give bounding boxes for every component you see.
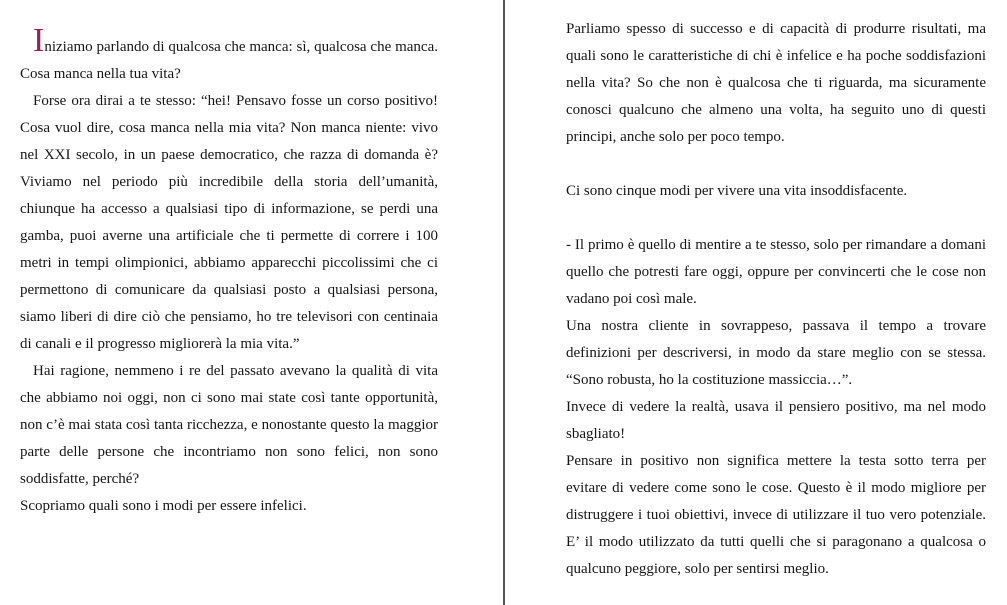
paragraph: Invece di vedere la realtà, usava il pensiero positivo, ma nel modo sbagliato! bbox=[566, 399, 986, 442]
paragraph: Pensare in positivo non significa mettere la testa sotto terra per evitare di vedere come sono le cose. Questo è il modo migliore per distruggere i tuoi obiettivi, invece di utilizzare il tuo vero potenziale. E’ il modo utilizzato da tutti quelli che si paragonano a qualcosa o qualcuno peggiore, solo per sentirsi meglio. bbox=[566, 453, 986, 577]
paragraph: Una nostra cliente in sovrappeso, passava il tempo a trovare definizioni per descriversi, in modo da stare meglio con se stessa. “Sono robusta, ho la costituzione massiccia…”. bbox=[566, 318, 986, 388]
page-left bbox=[0, 0, 503, 605]
paragraph: Scopriamo quali sono i modi per essere infelici. bbox=[20, 498, 307, 514]
page-right bbox=[505, 0, 1007, 605]
paragraph-opening-text: niziamo parlando di qualcosa che manca: sì, qualcosa che manca. Cosa manca nella tua vita? bbox=[20, 39, 438, 82]
paragraph: - Il primo è quello di mentire a te stesso, solo per rimandare a domani quello che potresti fare oggi, oppure per convincerti che le cose non vadano poi così male. bbox=[566, 237, 986, 307]
paragraph: Ci sono cinque modi per vivere una vita insoddisfacente. bbox=[566, 183, 908, 199]
drop-cap-letter: I bbox=[33, 22, 45, 59]
paragraph: Hai ragione, nemmeno i re del passato avevano la qualità di vita che abbiamo noi oggi, non ci sono mai state così tante opportunità, non c’è mai stata così tanta ricchezza, e nonostante questo la maggior parte delle persone che incontriamo non sono felici, non sono soddisfatte, perché? bbox=[20, 363, 438, 487]
paragraph-opening bbox=[20, 24, 438, 88]
paragraph: Parliamo spesso di successo e di capacità di produrre risultati, ma quali sono le caratteristiche di chi è infelice e ha poche soddisfazioni nella vita? So che non è qualcosa che ti riguarda, ma sicuramente conosci qualcuno che almeno una volta, ha seguito uno di questi principi, anche solo per poco tempo. bbox=[566, 21, 986, 145]
paragraph: Forse ora dirai a te stesso: “hei! Pensavo fosse un corso positivo! Cosa vuol dire, cosa manca nella mia vita? Non manca niente: vivo nel XXI secolo, in un paese democratico, che razza di domanda è? Viviamo nel periodo più incredibile della storia dell’umanità, chiunque ha accesso a qualsiasi tipo di informazione, se perdi una gamba, puoi averne una artificiale che ti permette di correre i 100 metri in tempi olimpionici, abbiamo apparecchi piccolissimi che ci permettono di comunicare da qualsiasi posto a qualsiasi persona, siamo liberi di dire ciò che pensiamo, ho tre televisori con centinaia di canali e il progresso migliorerà la mia vita.” bbox=[20, 93, 438, 352]
